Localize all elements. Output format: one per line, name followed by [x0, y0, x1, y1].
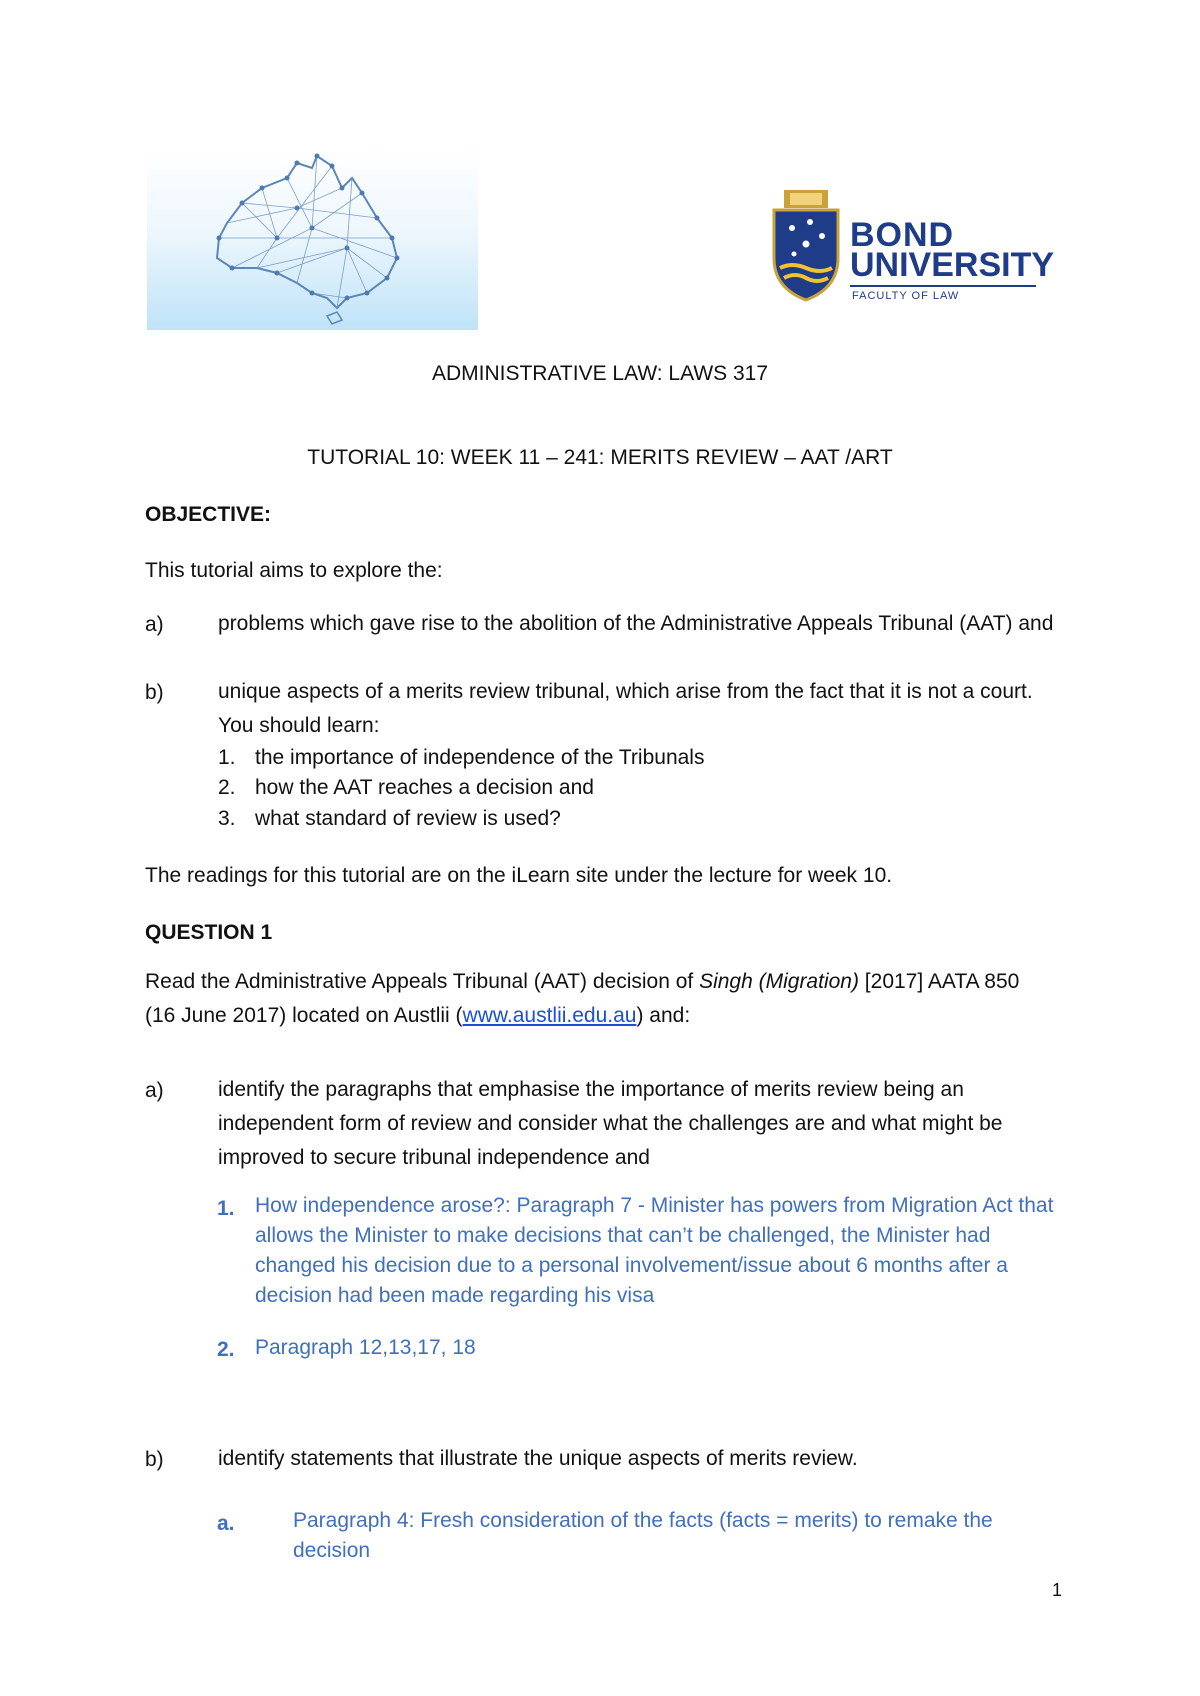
- course-title: ADMINISTRATIVE LAW: LAWS 317: [431, 362, 769, 385]
- university-name-line1: BOND: [850, 216, 955, 254]
- bond-university-logo: [770, 188, 1055, 303]
- faculty-label: FACULTY OF LAW: [852, 290, 960, 302]
- answer-b-a-text: Paragraph 4: Fresh consideration of the facts (facts = merits) to remake the decision: [293, 1509, 993, 1562]
- objective-subitem-2-text: how the AAT reaches a decision and: [255, 776, 594, 799]
- objective-subitem-1-label: 1.: [218, 746, 236, 769]
- objective-item-b-label: b): [145, 681, 164, 704]
- case-name: Singh (Migration): [699, 970, 859, 993]
- question-1-heading: QUESTION 1: [145, 921, 273, 944]
- answer-a1-text: How independence arose?: Paragraph 7 - Minister has powers from Migration Act that allows the Minister to make decisions that can’t be challenged, the Minister had changed his decision due to a personal involvement/issue about 6 months after a decision had been made regarding his visa: [255, 1194, 1054, 1307]
- question-1-intro: [145, 965, 1055, 1033]
- objective-subitem-1-text: the importance of independence of the Tribunals: [255, 746, 705, 769]
- university-name-line2: UNIVERSITY: [850, 246, 1055, 284]
- objective-item-b-text: unique aspects of a merits review tribunal, which arise from the fact that it is not a court. You should learn:: [218, 680, 1033, 737]
- objective-intro: This tutorial aims to explore the:: [145, 559, 443, 582]
- objective-subitem-3-text: what standard of review is used?: [255, 807, 561, 830]
- page-number: 1: [1052, 1580, 1063, 1600]
- question-1-citation: [2017] AATA 850 (16 June 2017) located on Austlii (: [145, 970, 1020, 1027]
- objective-subitem-3-label: 3.: [218, 807, 236, 830]
- answer-a1-label: 1.: [217, 1197, 235, 1220]
- objective-subitem-2-label: 2.: [218, 776, 236, 799]
- australia-network-logo: [147, 148, 478, 330]
- question-1-part-a-label: a): [145, 1079, 164, 1102]
- answer-a2-text: Paragraph 12,13,17, 18: [255, 1336, 476, 1359]
- question-1-part-b-text: identify statements that illustrate the unique aspects of merits review.: [218, 1447, 858, 1470]
- question-1-part-b-label: b): [145, 1448, 164, 1471]
- logo-divider: [850, 285, 1036, 287]
- objective-heading: OBJECTIVE:: [145, 503, 272, 526]
- readings-note: The readings for this tutorial are on the iLearn site under the lecture for week 10.: [145, 864, 893, 887]
- question-1-intro-end: ) and:: [636, 1004, 691, 1027]
- austlii-link[interactable]: www.austlii.edu.au: [462, 1004, 637, 1027]
- objective-item-a-label: a): [145, 613, 164, 636]
- answer-b-a-label: a.: [217, 1512, 235, 1535]
- objective-item-a-text: problems which gave rise to the abolition of the Administrative Appeals Tribunal (AAT) and: [218, 612, 1054, 635]
- australia-map-icon: [147, 148, 478, 330]
- answer-a2-label: 2.: [217, 1338, 235, 1361]
- tutorial-title: TUTORIAL 10: WEEK 11 – 241: MERITS REVIEW – AAT /ART: [307, 446, 893, 469]
- question-1-part-a-text: identify the paragraphs that emphasise the importance of merits review being an independent form of review and consider what the challenges are and what might be improved to secure tribunal independence and: [218, 1078, 1003, 1169]
- question-1-intro-text: Read the Administrative Appeals Tribunal (AAT) decision of: [145, 970, 700, 993]
- university-crest-icon: [770, 188, 842, 303]
